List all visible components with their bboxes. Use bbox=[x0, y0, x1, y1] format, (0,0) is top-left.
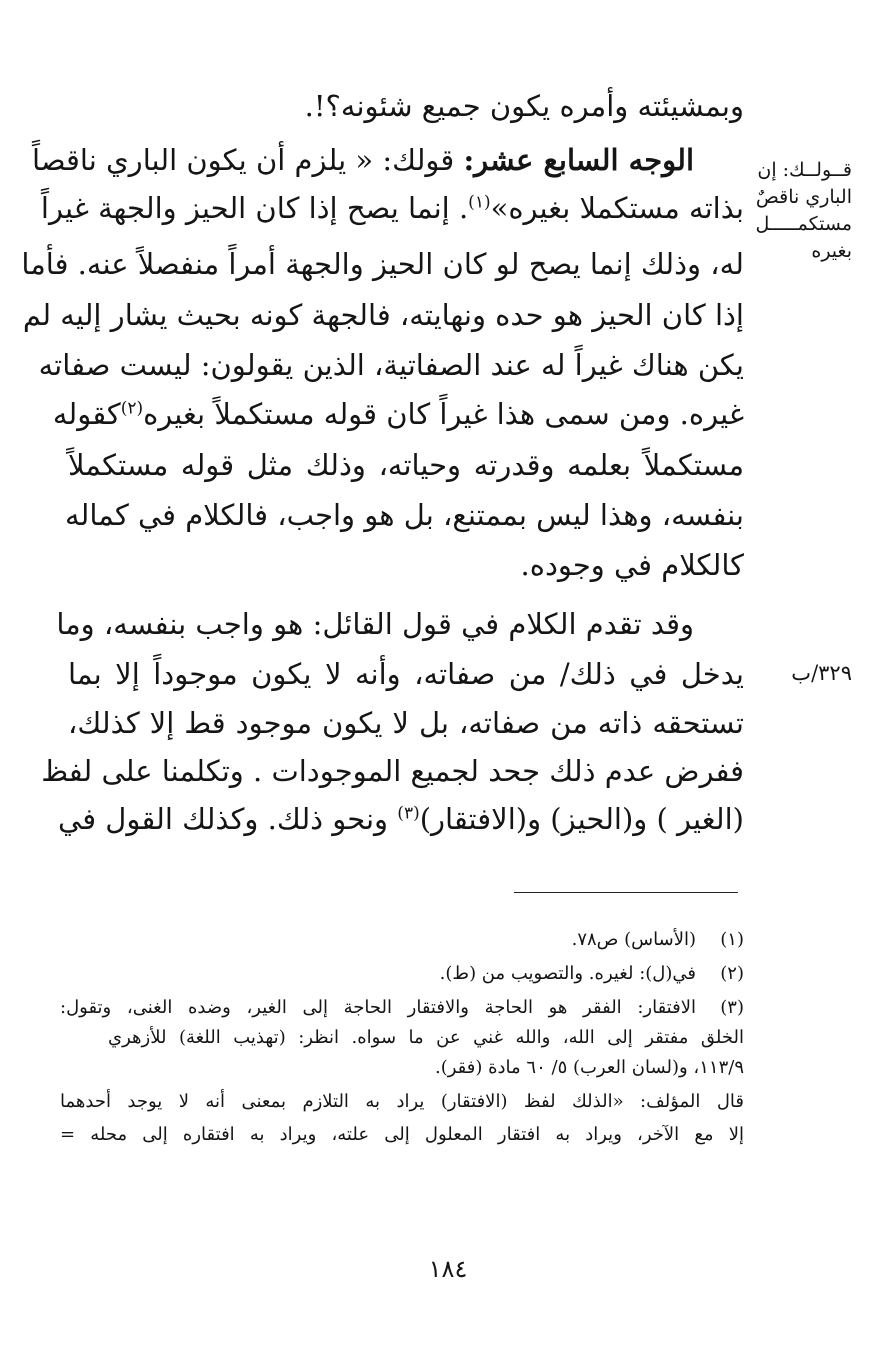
text-line: غيره. ومن سمى هذا غيراً كان قوله مستكملاً بغيره$^{(٢)}$كقوله bbox=[52, 397, 744, 431]
footnote-line: إلا مع الآخر، ويراد به افتقار المعلول إلى علته، ويراد به افتقاره إلى محله = bbox=[60, 1124, 744, 1145]
footnote-line: ١١٣/٩، و(لسان العرب) ٥/ ٦٠ مادة (فقر). bbox=[434, 1057, 744, 1078]
text-line: كالكلام في وجوده. bbox=[520, 548, 744, 582]
margin-note-line: مستكمـــــل bbox=[755, 213, 852, 235]
footnote-ref: (٢) bbox=[120, 398, 144, 419]
footnote-line: قال المؤلف: «الذلك لفظ (الافتقار) يراد به التلازم بمعنى أنه لا يوجد أحدهما bbox=[60, 1091, 744, 1112]
text-line: إذا كان الحيز هو حده ونهايته، فالجهة كونه بحيث يشار إليه لم bbox=[22, 298, 744, 332]
footnote-separator bbox=[514, 892, 738, 893]
text-line: بذاته مستكملا بغيره»$^{(١)}$. إنما يصح إذا كان الحيز والجهة غيراً bbox=[40, 191, 744, 225]
footnote: (٣) الافتقار: الفقر هو الحاجة والافتقار الحاجة إلى الغير، وضده الغنى، وتقول: bbox=[60, 994, 744, 1022]
text-line: مستكملاً بعلمه وقدرته وحياته، وذلك مثل قوله مستكملاً bbox=[68, 448, 744, 482]
margin-note-line: بغيره bbox=[811, 240, 852, 262]
text-line: وقد تقدم الكلام في قول القائل: هو واجب بنفسه، وما bbox=[56, 607, 694, 641]
footnote-ref: (٣) bbox=[397, 803, 420, 824]
footnote: (٢) في(ل): لغيره. والتصويب من (ط). bbox=[60, 960, 744, 988]
text-line: الوجه السابع عشر: قولك: « يلزم أن يكون الباري ناقصاً bbox=[32, 143, 694, 177]
folio-marker: ٣٢٩/ب bbox=[791, 661, 852, 685]
text-line: بنفسه، وهذا ليس بممتنع، بل هو واجب، فالكلام في كماله bbox=[64, 498, 744, 532]
text-line: (الغير ) و(الحيز) و(الافتقار)$^{(٣)}$ ونحو ذلك. وكذلك القول في bbox=[58, 802, 744, 836]
footnote-ref: (١) bbox=[468, 192, 491, 213]
footnote-number: (٢) bbox=[720, 963, 744, 984]
text-line: وبمشيئته وأمره يكون جميع شئونه؟!. bbox=[304, 89, 744, 123]
footnote: (١) (الأساس) ص٧٨. bbox=[60, 926, 744, 954]
footnote-line: الخلق مفتقر إلى الله، والله غني عن ما سواه. انظر: (تهذيب اللغة) للأزهري bbox=[108, 1027, 744, 1048]
footnote-number: (١) bbox=[720, 929, 744, 950]
margin-note-line: الباري ناقصٌ bbox=[755, 186, 852, 208]
text-line: يكن هناك غيراً له عند الصفاتية، الذين يقولون: ليست صفاته bbox=[38, 348, 744, 382]
page-number: ١٨٤ bbox=[428, 1255, 468, 1283]
text-line: ففرض عدم ذلك جحد لجميع الموجودات . وتكلمنا على لفظ bbox=[41, 754, 744, 788]
section-heading: الوجه السابع عشر: bbox=[463, 143, 694, 177]
text-line: يدخل في ذلك/ من صفاته، وأنه لا يكون موجوداً إلا بما bbox=[68, 657, 744, 691]
margin-note-line: قــولــك: إن bbox=[757, 159, 852, 181]
text-line: تستحقه ذاته من صفاته، بل لا يكون موجود قط إلا كذلك، bbox=[68, 706, 744, 740]
footnote-number: (٣) bbox=[720, 997, 744, 1018]
text-line: له، وذلك إنما يصح لو كان الحيز والجهة أمراً منفصلاً عنه. فأما bbox=[21, 247, 744, 281]
